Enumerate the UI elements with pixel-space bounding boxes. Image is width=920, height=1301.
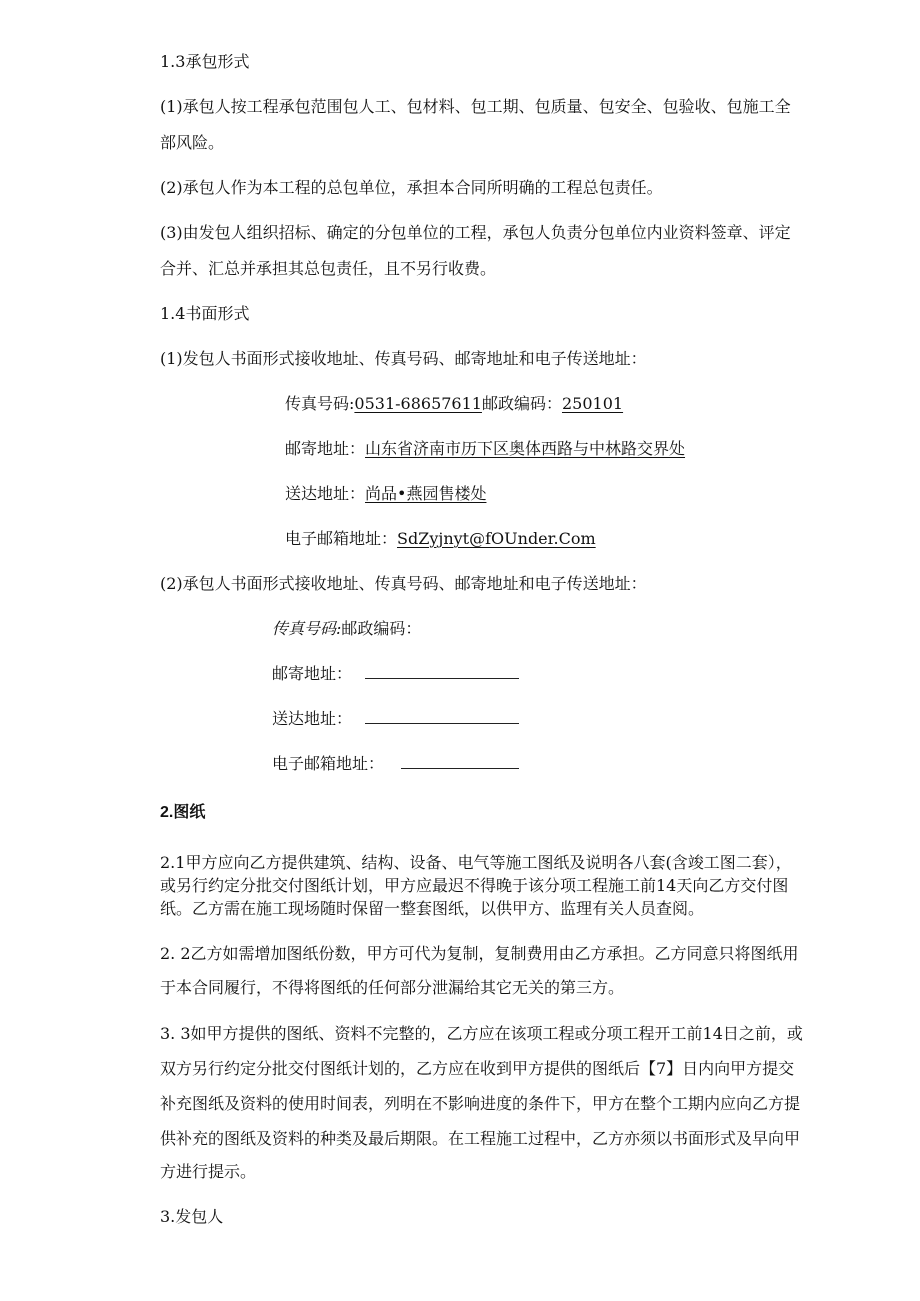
- employer-delivery-value: 尚品•燕园售楼处: [365, 484, 487, 503]
- clause-2-2-line-1: 2. 2乙方如需增加图纸份数，甲方可代为复制，复制费用由乙方承担。乙方同意只将图纸用: [160, 944, 799, 963]
- clause-1-3-3-line-2: 合并、汇总并承担其总包责任，且不另行收费。: [160, 259, 497, 278]
- contractor-fax-row: [272, 619, 421, 639]
- clause-2-1-line-3: 纸。乙方需在施工现场随时保留一整套图纸，以供甲方、监理有关人员查阅。: [160, 899, 705, 918]
- employer-mail-label: 邮寄地址：: [285, 439, 366, 458]
- clause-1-3-2: (2)承包人作为本工程的总包单位，承担本合同所明确的工程总包责任。: [160, 178, 663, 197]
- section-3-heading: 3.发包人: [160, 1207, 224, 1226]
- employer-email-row: [285, 529, 596, 549]
- contractor-postcode-label: 邮政编码：: [341, 619, 422, 638]
- clause-2-3-line-2: 双方另行约定分批交付图纸计划的，乙方应在收到甲方提供的图纸后【7】日内向甲方提交: [160, 1059, 795, 1078]
- employer-delivery-label: 送达地址：: [285, 484, 366, 503]
- clause-1-3-3-line-1: (3)由发包人组织招标、确定的分包单位的工程，承包人负责分包单位内业资料签章、评定: [160, 223, 791, 242]
- contractor-fax-label: 传真号码:: [272, 619, 342, 638]
- clause-2-1-line-2: 或另行约定分批交付图纸计划，甲方应最迟不得晚于该分项工程施工前14天向乙方交付图: [160, 876, 789, 895]
- contractor-delivery-row: [272, 709, 519, 729]
- employer-fax-label: 传真号码:: [285, 394, 355, 413]
- contractor-email-row: [272, 754, 519, 774]
- section-1-4-heading: 1.4书面形式: [160, 304, 250, 323]
- employer-mail-value: 山东省济南市历下区奥体西路与中林路交界处: [365, 439, 686, 458]
- clause-1-3-1-line-2: 部风险。: [160, 133, 225, 152]
- contractor-mail-blank: [365, 664, 519, 679]
- contractor-email-label: 电子邮箱地址：: [272, 754, 385, 773]
- employer-delivery-row: [285, 484, 486, 504]
- clause-2-1-line-1: 2.1甲方应向乙方提供建筑、结构、设备、电气等施工图纸及说明各八套(含竣工图二套），: [160, 853, 792, 872]
- employer-postcode-label: 邮政编码：: [481, 394, 562, 413]
- contractor-mail-row: [272, 664, 519, 684]
- employer-postcode-value: 250101: [561, 394, 624, 413]
- contractor-mail-label: 邮寄地址：: [272, 664, 353, 683]
- employer-fax-row: [285, 394, 623, 414]
- clause-2-3-line-3: 补充图纸及资料的使用时间表，列明在不影响进度的条件下，甲方在整个工期内应向乙方提: [160, 1094, 801, 1113]
- contractor-email-blank: [401, 754, 519, 769]
- clause-1-3-1-line-1: (1)承包人按工程承包范围包人工、包材料、包工期、包质量、包安全、包验收、包施工全: [160, 97, 791, 116]
- clause-2-3-line-5: 方进行提示。: [160, 1162, 257, 1181]
- contractor-delivery-label: 送达地址：: [272, 709, 353, 728]
- contractor-delivery-blank: [365, 709, 519, 724]
- employer-email-value: SdZyjnyt@fOUnder.Com: [397, 529, 596, 548]
- employer-email-label: 电子邮箱地址：: [285, 529, 398, 548]
- employer-mail-row: [285, 439, 685, 459]
- section-2-heading: 2.图纸: [160, 804, 206, 821]
- clause-2-3-line-4: 供补充的图纸及资料的种类及最后期限。在工程施工过程中，乙方亦须以书面形式及早向甲: [160, 1129, 801, 1148]
- clause-2-2-line-2: 于本合同履行，不得将图纸的任何部分泄漏给其它无关的第三方。: [160, 978, 625, 997]
- clause-2-3-line-1: 3. 3如甲方提供的图纸、资料不完整的，乙方应在该项工程或分项工程开工前14日之前，或: [160, 1024, 803, 1043]
- contractor-address-intro: (2)承包人书面形式接收地址、传真号码、邮寄地址和电子传送地址：: [160, 574, 647, 593]
- employer-address-intro: (1)发包人书面形式接收地址、传真号码、邮寄地址和电子传送地址：: [160, 349, 647, 368]
- section-1-3-heading: 1.3承包形式: [160, 52, 250, 71]
- employer-fax-value: 0531-68657611: [354, 394, 482, 413]
